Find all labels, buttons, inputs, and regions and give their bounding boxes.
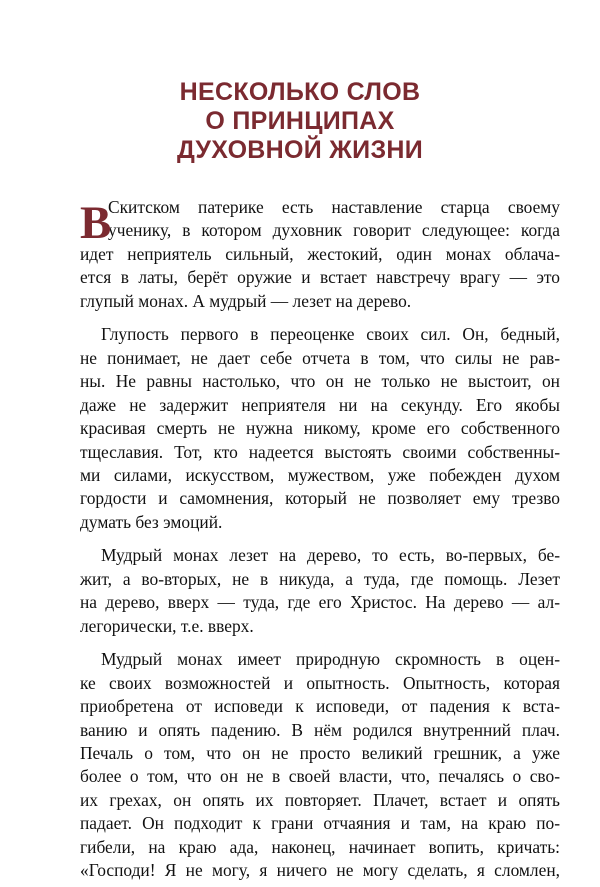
paragraph-1 (80, 196, 560, 313)
text-line: Мудрый монах лезет на дерево, то есть, во-первых, бе- (101, 545, 560, 566)
text-line: ми силами, искусством, мужеством, уже побежден духом (80, 464, 560, 485)
chapter-title-line: НЕСКОЛЬКО СЛОВ (179, 78, 421, 106)
text-line: думать без эмоций. (80, 511, 223, 532)
text-line: ученику, в котором духовник говорит следующее: когда (108, 220, 560, 241)
text-line: не понимает, не дает себе отчета в том, что силы не рав- (80, 347, 560, 368)
chapter-title-line: ДУХОВНОЙ ЖИЗНИ (176, 136, 424, 164)
text-line: легорически, т.е. вверх. (80, 615, 254, 636)
text-line: падает. Он подходит к грани отчаяния и там, на краю по- (80, 813, 560, 834)
text-line: идет неприятель сильный, жестокий, один монах облача- (80, 243, 560, 264)
text-line: Скитском патерике есть наставление старца своему (108, 197, 560, 217)
text-line: ванию и опять падению. В нём родился внутренний плач. (80, 719, 560, 740)
body-text (80, 196, 560, 883)
paragraph-4 (80, 648, 560, 883)
text-line: тщеславия. Тот, кто надеется выстоять своими собственны- (80, 441, 560, 462)
drop-cap: В (80, 197, 112, 249)
text-line: ны. Не равны настолько, что он не только не выстоит, он (80, 371, 560, 392)
text-line: более о том, что он не в своей власти, что, печалясь о сво- (80, 766, 560, 787)
text-line: на дерево, вверх — туда, где его Христос. На дерево — ал- (80, 592, 560, 613)
paragraph-2 (80, 323, 560, 534)
text-line: Глупость первого в переоценке своих сил. Он, бедный, (101, 324, 560, 345)
text-line: глупый монах. А мудрый — лезет на дерево. (80, 290, 412, 311)
text-line: приобретена от исповеди к исповеди, от падения к вста- (80, 696, 560, 717)
text-line: Мудрый монах имеет природную скромность в оцен- (101, 649, 560, 670)
text-line: красивая смерть не нужна никому, кроме его собственного (80, 418, 560, 439)
text-line: гордости и самомнения, который не позволяет ему трезво (80, 488, 560, 509)
chapter-title (0, 78, 600, 165)
text-line: «Господи! Я не могу, я ничего не могу сделать, я сломлен, (80, 860, 560, 881)
text-line: Печаль о том, что он не просто великий грешник, а уже (80, 742, 560, 763)
paragraph-3 (80, 544, 560, 638)
chapter-title-line: О ПРИНЦИПАХ (205, 107, 395, 135)
text-line: гибели, на краю ада, наконец, начинает вопить, кричать: (80, 836, 560, 857)
text-line: ется в латы, берёт оружие и встает навстречу врагу — это (80, 267, 560, 288)
text-line: их грехах, он опять их повторяет. Плачет, встает и опять (80, 789, 560, 810)
text-line: жит, а во-вторых, не в никуда, а туда, где помощь. Лезет (80, 568, 560, 589)
text-line: ке своих возможностей и опытность. Опытность, которая (80, 672, 560, 693)
text-line: даже не задержит неприятеля ни на секунду. Его якобы (80, 394, 560, 415)
